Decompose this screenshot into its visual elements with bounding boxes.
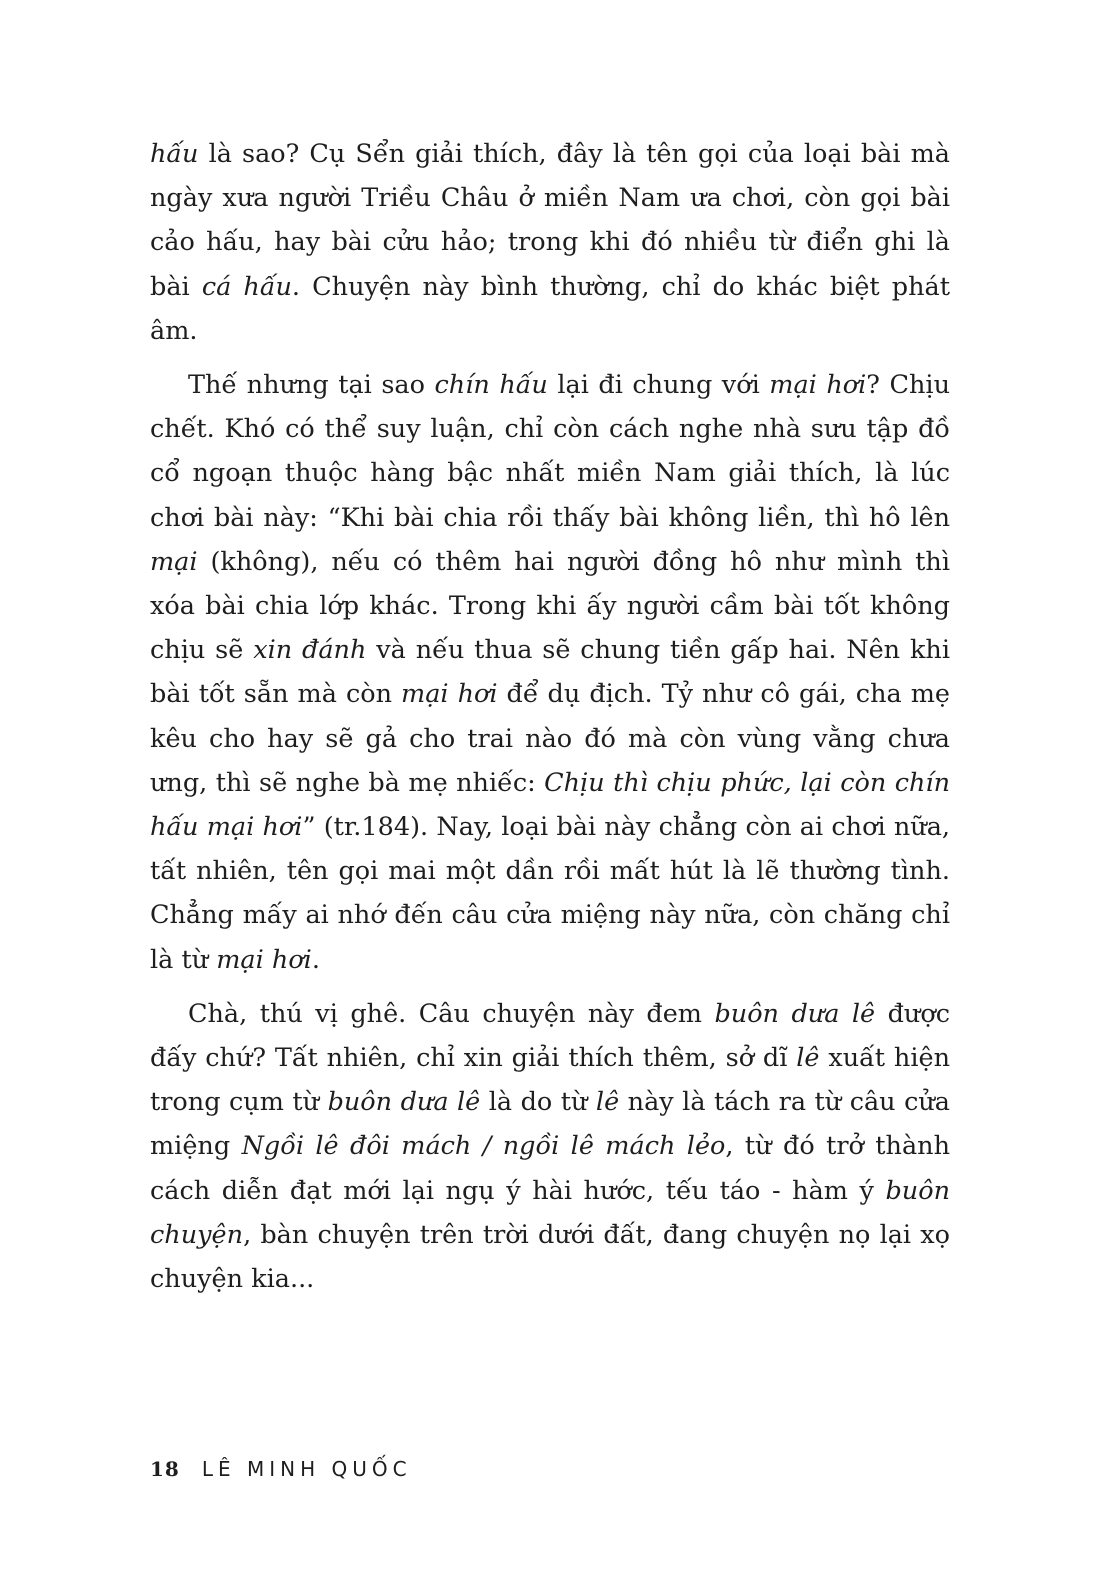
italic-text-run: buôn dưa lê xyxy=(327,1087,481,1118)
italic-text-run: chín hấu xyxy=(434,370,548,401)
italic-text-run: xin đánh xyxy=(253,635,367,666)
running-author: LÊ MINH QUỐC xyxy=(201,1457,412,1481)
italic-text-run: lê xyxy=(796,1043,820,1074)
text-run: , từ đó trở thành cách diễn đạt mới lại ngụ ý hài hước, tếu táo - hàm ý xyxy=(150,1131,950,1206)
text-run: xuất hiện trong cụm từ xyxy=(150,1043,950,1118)
text-run: là do từ xyxy=(480,1087,596,1118)
page-number: 18 xyxy=(150,1457,180,1481)
italic-text-run: Ngồi lê đôi mách / ngồi lê mách lẻo xyxy=(241,1131,726,1162)
text-run: ” (tr.184). Nay, loại bài này chẳng còn ai chơi nữa, tất nhiên, tên gọi mai một dần rồi mất hút là lẽ thường tình. Chẳng mấy ai nhớ đến câu cửa miệng này nữa, còn chăng chỉ là từ xyxy=(150,812,950,975)
italic-text-run: buôn dưa lê xyxy=(714,998,876,1029)
italic-text-run: hấu xyxy=(150,139,199,169)
paragraph xyxy=(150,363,950,982)
text-run: Chà, thú vị ghê. Câu chuyện này đem xyxy=(188,998,715,1029)
italic-text-run: mại hơi xyxy=(769,370,867,401)
italic-text-run: Chịu thì chịu phức, lại còn chín hấu mại hơi xyxy=(150,767,951,843)
paragraph xyxy=(150,992,950,1301)
text-run: Thế nhưng tại sao xyxy=(188,370,435,401)
italic-text-run: lê xyxy=(595,1087,620,1118)
italic-text-run: cá hấu xyxy=(201,271,292,302)
page-footer xyxy=(150,1454,412,1484)
text-run: được đấy chứ? Tất nhiên, chỉ xin giải thích thêm, sở dĩ xyxy=(150,998,950,1074)
italic-text-run: mại hơi xyxy=(216,944,312,975)
text-run: , bàn chuyện trên trời dưới đất, đang chuyện nọ lại xọ chuyện kia... xyxy=(150,1219,950,1295)
text-run: để dụ địch. Tỷ như cô gái, cha mẹ kêu cho hay sẽ gả cho trai nào đó mà còn vùng vằng chưa ưng, thì sẽ nghe bà mẹ nhiếc: xyxy=(150,679,950,798)
text-run: ? Chịu chết. Khó có thể suy luận, chỉ còn cách nghe nhà sưu tập đồ cổ ngoạn thuộc hàng bậc nhất miền Nam giải thích, là lúc chơi bài này: “Khi bài chia rồi thấy bài không liền, thì hô lên xyxy=(150,370,950,533)
italic-text-run: mại xyxy=(150,546,198,577)
text-run: lại đi chung với xyxy=(547,370,770,401)
text-run: (không), nếu có thêm hai người đồng hô như mình thì xóa bài chia lớp khác. Trong khi ấy người cầm bài tốt không chịu sẽ xyxy=(150,546,950,666)
italic-text-run: buôn chuyện xyxy=(150,1175,950,1250)
text-run: này là tách ra từ câu cửa miệng xyxy=(150,1087,950,1162)
text-run: . xyxy=(311,944,320,975)
text-run: . Chuyện này bình thường, chỉ do khác biệt phát âm. xyxy=(150,271,950,346)
italic-text-run: mại hơi xyxy=(401,679,498,710)
paragraph xyxy=(150,132,950,353)
text-run: là sao? Cụ Sển giải thích, đây là tên gọi của loại bài mà ngày xưa người Triều Châu ở miền Nam ưa chơi, còn gọi bài cảo hấu, hay bài cửu hảo; trong khi đó nhiều từ điển ghi là bài xyxy=(150,139,950,302)
text-run: và nếu thua sẽ chung tiền gấp hai. Nên khi bài tốt sẵn mà còn xyxy=(150,635,950,710)
body-text xyxy=(150,132,950,1311)
